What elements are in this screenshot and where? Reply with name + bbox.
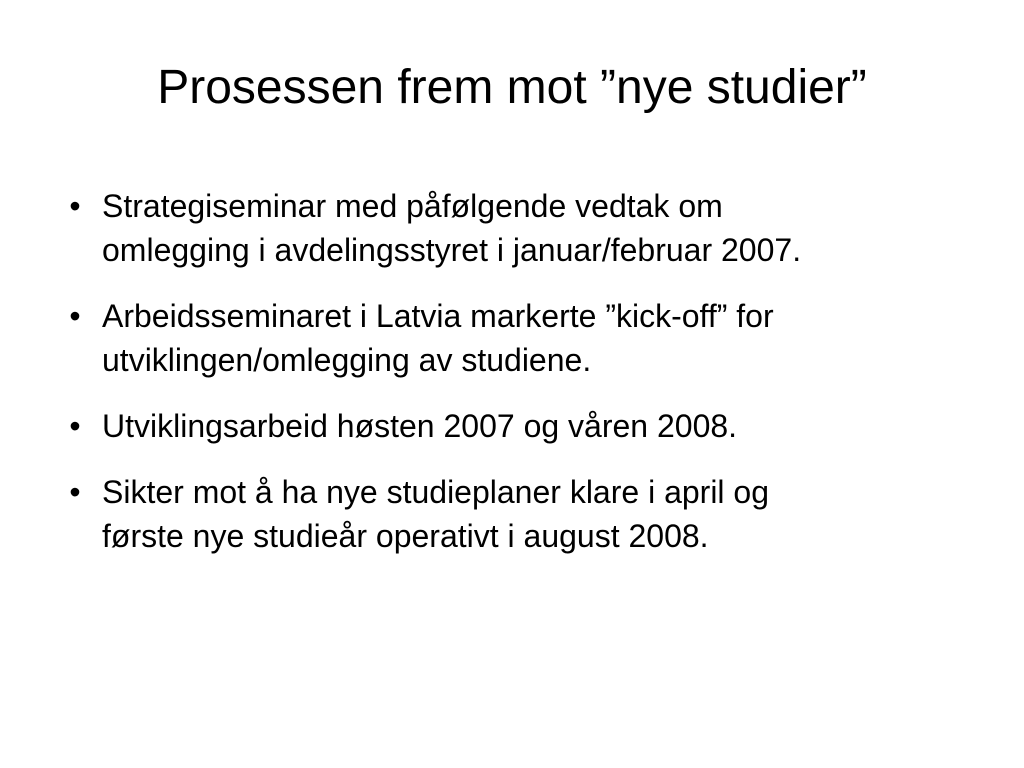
- bullet-item: [60, 294, 990, 382]
- bullet-line: utviklingen/omlegging av studiene.: [102, 342, 592, 378]
- slide-title: Prosessen frem mot ”nye studier”: [157, 61, 867, 114]
- bullet-line: Utviklingsarbeid høsten 2007 og våren 2008.: [102, 408, 738, 444]
- bullet-line: Strategiseminar med påfølgende vedtak om: [102, 188, 723, 224]
- bullet-list: [60, 184, 990, 580]
- bullet-item: [60, 404, 990, 448]
- bullet-line: Sikter mot å ha nye studieplaner klare i april og: [102, 474, 770, 510]
- bullet-item: [60, 470, 990, 558]
- bullet-icon: •: [69, 474, 81, 510]
- bullet-icon: •: [69, 408, 81, 444]
- bullet-icon: •: [69, 188, 81, 224]
- bullet-line: omlegging i avdelingsstyret i januar/februar 2007.: [102, 232, 802, 268]
- bullet-item: [60, 184, 990, 272]
- bullet-line: Arbeidsseminaret i Latvia markerte ”kick-off” for: [102, 298, 774, 334]
- bullet-line: første nye studieår operativt i august 2008.: [102, 518, 709, 554]
- bullet-icon: •: [69, 298, 81, 334]
